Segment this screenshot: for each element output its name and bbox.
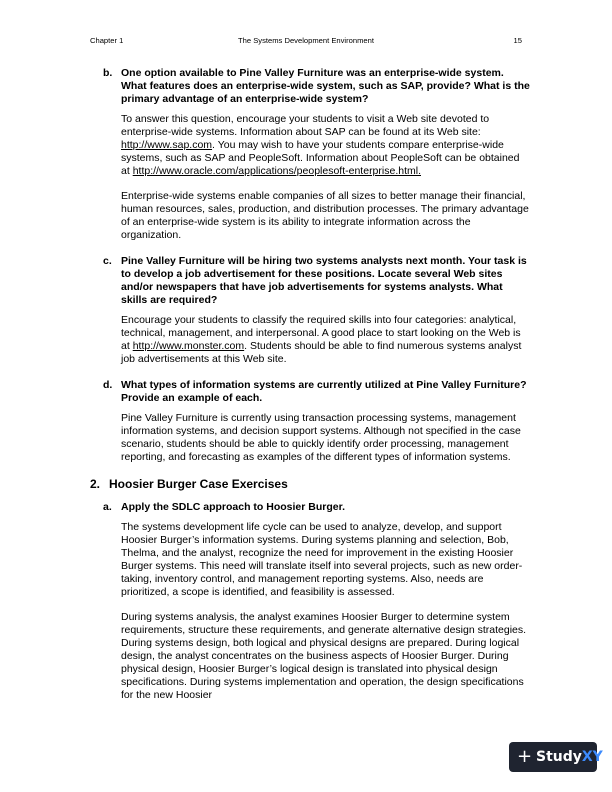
section-title: Hoosier Burger Case Exercises — [109, 477, 288, 491]
plus-icon: + — [517, 746, 533, 767]
exercise-question: Pine Valley Furniture will be hiring two systems analysts next month. Your task is to develop a job advertisement for these positions. Locate several Web sites and/or newspapers that have job advertisements for systems analysts. What skills are required? — [121, 255, 527, 306]
exercise-answer-paragraph: During systems analysis, the analyst examines Hoosier Burger to determine system requirements, structure these requirements, and generate alternative design strategies. During systems design, both logical and physical designs are prepared. During logical design, the analyst concentrates on the business aspects of Hoosier Burger. During physical design, Hoosier Burger’s logical design is translated into physical design specifications. During systems implementation and operation, the design specifications for the new Hoosier — [121, 611, 527, 701]
exercise-a — [103, 501, 531, 702]
exercise-letter: c. — [103, 255, 112, 267]
answer-text: To answer this question, encourage your students to visit a Web site devoted to enterprise-wide systems. Information about SAP can be found at its Web site: — [121, 113, 490, 138]
answer-text: . Students should be able to find numerous systems analyst job advertisements at this Web site. — [121, 340, 522, 365]
studyxy-logo[interactable] — [509, 742, 603, 772]
answer-text: . You may wish to have your students compare enterprise-wide systems, such as SAP and PeopleSoft. Information about PeopleSoft can be obtained at — [121, 139, 520, 177]
section-number: 2. — [90, 477, 101, 491]
monster-link[interactable]: http://www.monster.com — [132, 340, 245, 352]
exercise-answer-paragraph — [121, 113, 531, 178]
exercise-d — [103, 379, 531, 464]
page-body — [0, 67, 612, 714]
exercise-b — [103, 67, 531, 242]
exercise-question: Apply the SDLC approach to Hoosier Burger. — [121, 501, 346, 513]
exercise-letter: a. — [103, 501, 112, 513]
exercise-answer-paragraph: Pine Valley Furniture is currently using transaction processing systems, management information systems, and decision support systems. Although not specified in the case scenario, students should be able to quickly identify order processing, management reporting, and forecasting as examples of the different types of information systems. — [121, 412, 521, 463]
sap-link[interactable]: http://www.sap.com — [121, 139, 213, 151]
logo-word: Study — [536, 749, 582, 765]
page-number: 15 — [513, 36, 522, 45]
answer-text: Encourage your students to classify the required skills into four categories: analytical, technical, management, and interpersonal. A good place to start looking on the Web is at — [121, 314, 521, 352]
exercise-answer-paragraph: Enterprise-wide systems enable companies of all sizes to better manage their financial, human resources, sales, production, and distribution processes. The primary advantage of an enterprise-wide system is its ability to integrate information across the organization. — [121, 190, 529, 241]
logo-wordmark — [536, 742, 603, 772]
section-heading — [90, 477, 612, 501]
chapter-label: Chapter 1 — [90, 36, 124, 45]
exercise-letter: b. — [103, 67, 113, 79]
logo-accent: XY — [581, 749, 603, 765]
exercise-answer-paragraph — [121, 314, 531, 366]
exercise-c — [103, 255, 531, 366]
oracle-peoplesoft-link[interactable]: http://www.oracle.com/applications/peoplesoft-enterprise.html. — [132, 165, 421, 177]
chapter-title: The Systems Development Environment — [238, 36, 374, 45]
page-header — [90, 36, 522, 48]
exercise-answer-paragraph: The systems development life cycle can be used to analyze, develop, and support Hoosier Burger’s information systems. During systems planning and selection, Bob, Thelma, and the analyst, recognize the need for improvement in the existing Hoosier Burger systems. This need will translate itself into several projects, such as new order-taking, inventory control, and management reporting systems. Also, needs are prioritized, a scope is identified, and feasibility is assessed. — [121, 521, 523, 598]
exercise-question: One option available to Pine Valley Furniture was an enterprise-wide system. What features does an enterprise-wide system, such as SAP, provide? What is the primary advantage of an enterprise-wide system? — [121, 67, 530, 105]
exercise-letter: d. — [103, 379, 113, 391]
exercise-question: What types of information systems are currently utilized at Pine Valley Furniture? Provide an example of each. — [121, 379, 527, 404]
